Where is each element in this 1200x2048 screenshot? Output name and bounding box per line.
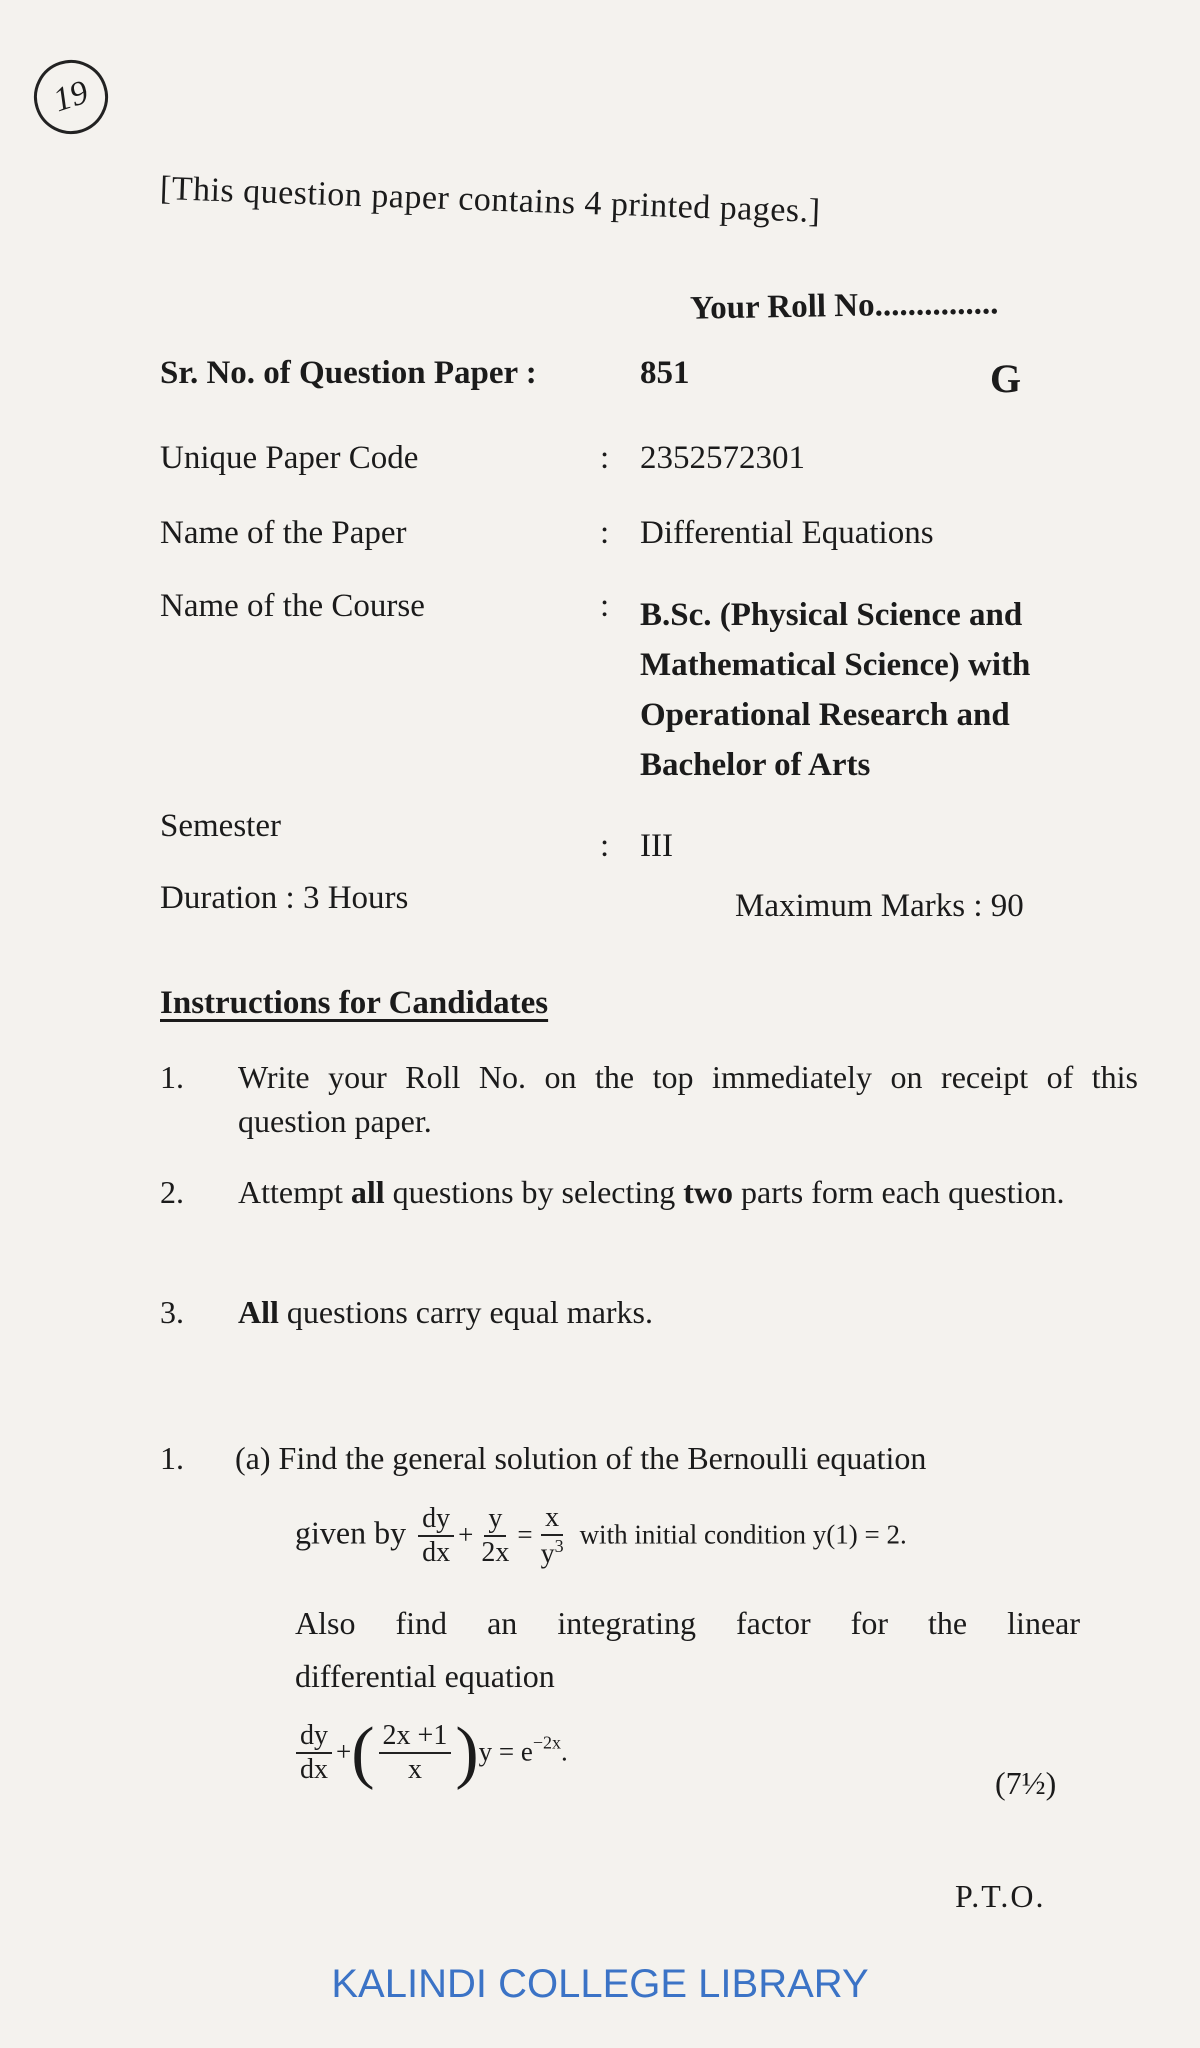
bernoulli-equation-line: given by $\frac{dy}{dx}$ + $\frac{y}{2x}$ = $\frac{x}{y^3}$ with initial condition y(1) = 2. (295, 1502, 907, 1570)
denominator: 2x (481, 1537, 510, 1569)
initial-condition-text: with initial condition y(1) = 2. (579, 1519, 907, 1550)
field-value: 851 (640, 355, 690, 391)
instruction-text-part: questions by selecting (384, 1174, 684, 1210)
course-name-value (640, 590, 1030, 790)
numerator: x (541, 1502, 563, 1536)
field-label: Semester (160, 808, 281, 844)
fraction-dy-dx (418, 1503, 454, 1569)
field-value: 2352572301 (640, 440, 805, 476)
instruction-number: 3. (160, 1294, 184, 1330)
exponent: 3 (554, 1536, 564, 1556)
field-label: Unique Paper Code (160, 440, 419, 476)
field-label: Sr. No. of Question Paper : (160, 355, 537, 391)
maximum-marks: Maximum Marks : 90 (735, 888, 1024, 924)
equation-rhs: y = e (478, 1736, 533, 1767)
exponent: −2x (532, 1732, 562, 1753)
roll-number-field: Your Roll No............... (689, 285, 999, 327)
library-watermark: KALINDI COLLEGE LIBRARY (331, 1962, 869, 2006)
course-line: Operational Research and (640, 697, 1010, 733)
duration: Duration : 3 Hours (160, 880, 409, 916)
field-label: Name of the Course (160, 588, 425, 624)
numerator: dy (296, 1720, 332, 1754)
instruction-number: 1. (160, 1059, 184, 1095)
numerator: y (484, 1503, 506, 1537)
fraction-dy-dx (296, 1720, 332, 1786)
instruction-text (238, 1170, 1138, 1214)
paper-set-letter: G (990, 356, 1022, 401)
base: y (540, 1538, 555, 1570)
instruction-text: Write your Roll No. on the top immediately on receipt of this question paper. (238, 1059, 1138, 1139)
denominator (537, 1536, 568, 1570)
question-text-line: Also find an integrating factor for the linear (295, 1605, 1080, 1641)
denominator: dx (300, 1754, 328, 1785)
field-value: Differential Equations (640, 515, 934, 551)
question-marks: (7½) (995, 1765, 1057, 1801)
instruction-text-part: parts form each question. (733, 1174, 1065, 1210)
instruction-emphasis: All (238, 1294, 279, 1330)
instruction-emphasis: two (683, 1174, 734, 1210)
course-line: Bachelor of Arts (640, 747, 871, 783)
equation-end: . (561, 1736, 568, 1767)
field-colon: : (600, 515, 610, 551)
circled-page-number: 19 (24, 50, 117, 143)
header-note: [This question paper contains 4 printed pages.] (159, 170, 822, 231)
linear-equation: $\frac{dy}{dx}$ +( $\frac{2x +1}{x}$ )$y = e^{-2x}$. (292, 1718, 568, 1788)
fraction-x-y3 (537, 1502, 568, 1570)
instruction-text (238, 1290, 1138, 1334)
field-label: Name of the Paper (160, 515, 407, 551)
field-value: III (640, 828, 673, 864)
fraction-y-2x (477, 1503, 513, 1569)
instruction-emphasis: all (350, 1174, 385, 1210)
numerator: 2x +1 (379, 1720, 452, 1754)
question-number: 1. (160, 1440, 184, 1476)
course-line: B.Sc. (Physical Science and (640, 597, 1023, 633)
instruction-number: 2. (160, 1174, 184, 1210)
field-colon: : (600, 440, 610, 476)
field-colon: : (600, 828, 610, 864)
question-text-line: differential equation (295, 1658, 555, 1694)
course-line: Mathematical Science) with (640, 647, 1031, 683)
instruction-text-part: questions carry equal marks. (278, 1294, 653, 1330)
pto-note: P.T.O. (955, 1878, 1046, 1914)
numerator: dy (418, 1503, 454, 1537)
question-part-a: (a) Find the general solution of the Bernoulli equation (235, 1440, 927, 1476)
field-colon: : (600, 588, 610, 624)
fraction-2x1-x (379, 1720, 452, 1786)
instructions-title: Instructions for Candidates (160, 985, 549, 1021)
denominator: x (407, 1754, 422, 1785)
instruction-text-part: Attempt (238, 1174, 351, 1210)
given-by-text: given by (295, 1514, 407, 1551)
denominator: dx (422, 1537, 451, 1569)
